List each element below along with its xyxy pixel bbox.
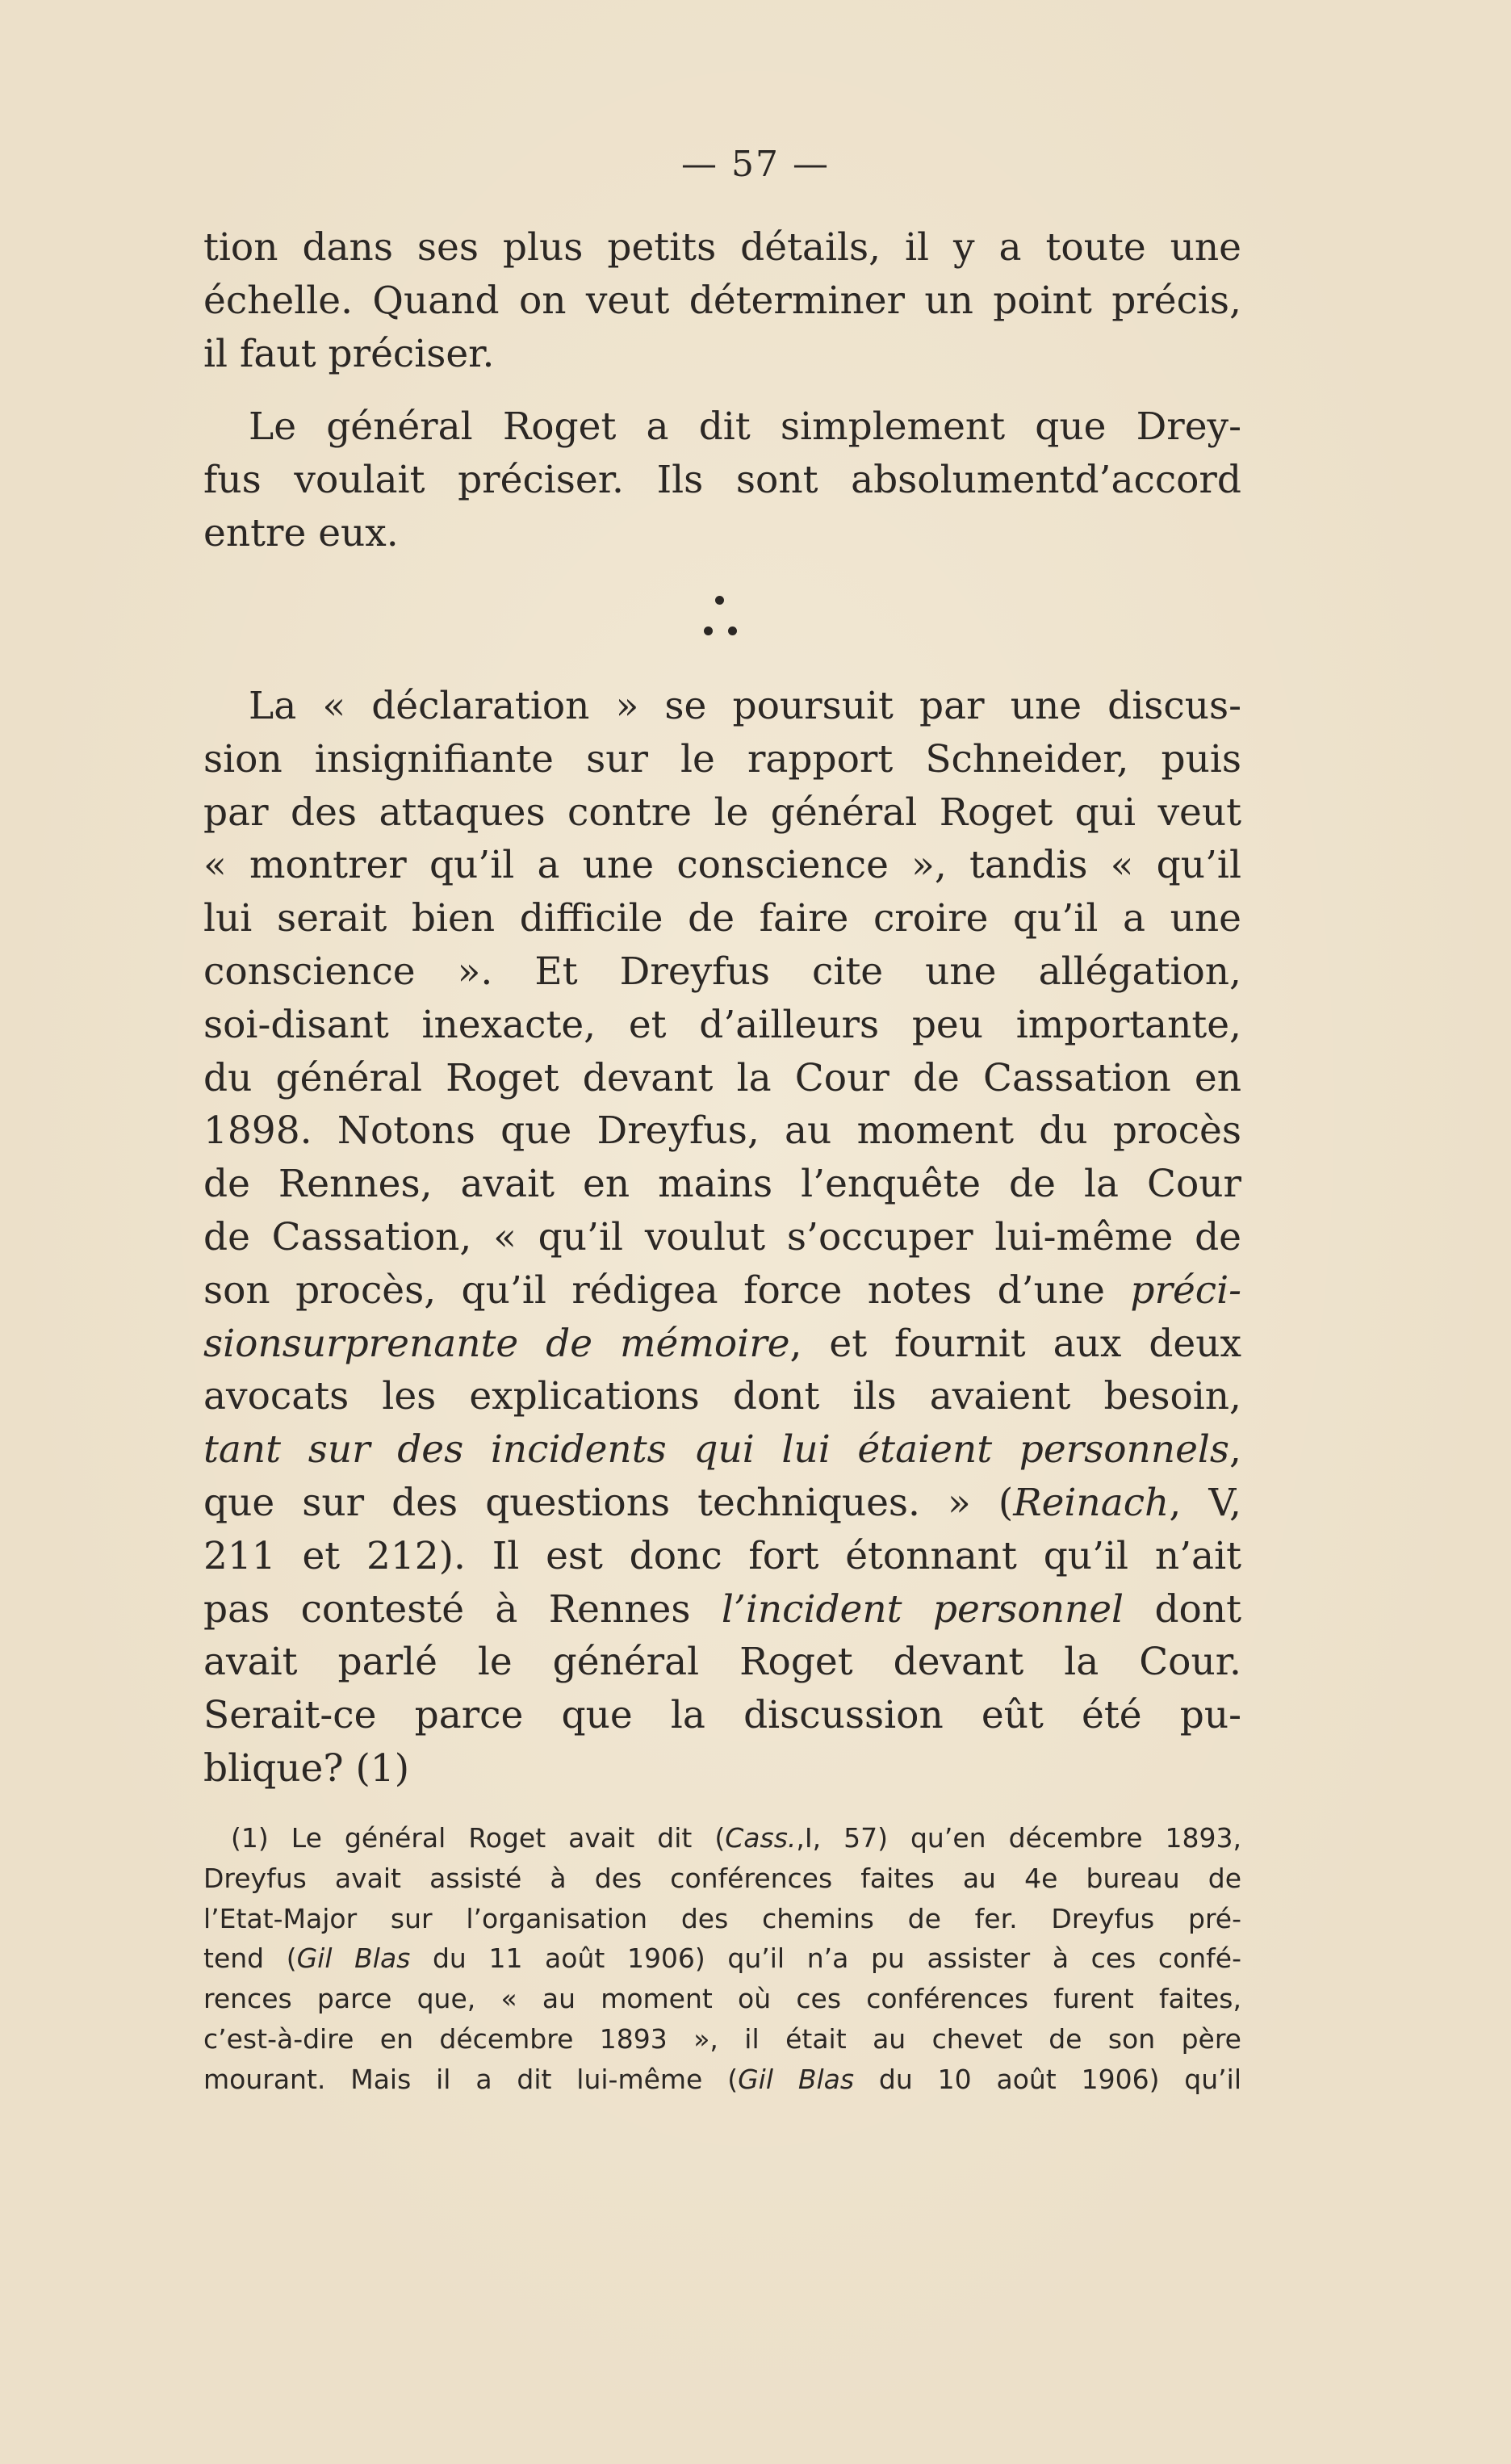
paragraph-2: [203, 400, 1241, 559]
separator-dot: [715, 596, 724, 605]
italic-run: Cass.: [725, 1822, 797, 1854]
text-run: ,: [1229, 1427, 1241, 1473]
text-line: il faut préciser.: [203, 331, 495, 376]
text-line: 211 et 212). Il est donc fort étonnant qu’il n’ait: [203, 1533, 1241, 1578]
text-run: pas contesté à Rennes: [203, 1586, 722, 1632]
italic-run: préci-: [1130, 1268, 1241, 1313]
section-separator: [0, 581, 1511, 654]
text-line: fus voulait préciser. Ils sont absolumentd’accord: [203, 457, 1241, 502]
text-line: de Rennes, avait en mains l’enquête de la Cour: [203, 1162, 1241, 1207]
text-line: tion dans ses plus petits détails, il y a toute une: [203, 225, 1241, 270]
paragraph-1: [203, 221, 1241, 380]
italic-run: sionsurprenante de mémoire: [203, 1321, 790, 1366]
text-run: tend (: [203, 1942, 297, 1975]
text-line: avocats les explications dont ils avaient besoin,: [203, 1374, 1241, 1419]
text-line: soi-disant inexacte, et d’ailleurs peu importante,: [203, 1002, 1241, 1047]
text-line: La « déclaration » se poursuit par une discus-: [249, 684, 1241, 728]
text-line: blique? (1): [203, 1745, 410, 1791]
text-line: sion insignifiante sur le rapport Schneider, puis: [203, 736, 1241, 782]
text-run: son procès, qu’il rédigea force notes d’une: [203, 1268, 1105, 1313]
text-line: entre eux.: [203, 510, 399, 555]
page-number: — 57 —: [681, 144, 830, 185]
footnote-line: rences parce que, « au moment où ces conférences furent faites,: [203, 1983, 1241, 2015]
italic-run: Gil Blas: [738, 2063, 855, 2095]
text-line: 1898. Notons que Dreyfus, au moment du procès: [203, 1108, 1241, 1154]
text-line: « montrer qu’il a une conscience », tandis « qu’il: [203, 843, 1241, 888]
text-run: du 10 août 1906) qu’il: [854, 2063, 1241, 2095]
italic-run: Gil Blas: [296, 1942, 411, 1975]
text-line: de Cassation, « qu’il voulut s’occuper lui-même de: [203, 1214, 1241, 1259]
text-line: échelle. Quand on veut déterminer un point précis,: [203, 278, 1241, 323]
text-run: (1) Le général Roget avait dit (: [231, 1822, 726, 1854]
text-line: Serait-ce parce que la discussion eût été pu-: [203, 1693, 1241, 1738]
footnote-line: [203, 1938, 1241, 1979]
text-line: [203, 1583, 1241, 1636]
text-line: conscience ». Et Dreyfus cite une allégation,: [203, 949, 1241, 994]
text-line: [203, 1318, 1241, 1371]
text-line: par des attaques contre le général Roget qui veut: [203, 790, 1241, 835]
separator-dot: [704, 626, 713, 635]
italic-run: l’incident personnel: [721, 1586, 1124, 1632]
text-line: [203, 1264, 1241, 1318]
paragraph-3: [203, 680, 1241, 1796]
footnote-line: Dreyfus avait assisté à des conférences faites au 4e bureau de: [203, 1862, 1241, 1894]
text-line: Le général Roget a dit simplement que Drey-: [249, 404, 1241, 449]
text-line: avait parlé le général Roget devant la Cour.: [203, 1640, 1241, 1685]
text-line: [203, 1477, 1241, 1530]
footnote-line: [203, 1818, 1241, 1858]
text-run: mourant. Mais il a dit lui-même (: [203, 2063, 739, 2095]
italic-run: Reinach: [1013, 1480, 1170, 1525]
text-run: ,I, 57) qu’en décembre 1893,: [796, 1822, 1242, 1854]
footnote-line: [203, 2060, 1241, 2100]
text-line: du général Roget devant la Cour de Cassation en: [203, 1055, 1241, 1100]
text-line: lui serait bien difficile de faire croire qu’il a une: [203, 896, 1241, 941]
footnote-line: l’Etat-Major sur l’organisation des chemins de fer. Dreyfus pré-: [203, 1902, 1241, 1934]
footnote-line: c’est-à-dire en décembre 1893 », il était au chevet de son père: [203, 2022, 1241, 2055]
text-run: dont: [1124, 1586, 1241, 1632]
text-run: du 11 août 1906) qu’il n’a pu assister à ces confé-: [410, 1942, 1242, 1975]
footnote: [203, 1818, 1241, 2100]
text-line: [203, 1423, 1241, 1477]
separator-dot: [728, 626, 737, 635]
italic-run: tant sur des incidents qui lui étaient personnels: [203, 1427, 1230, 1473]
text-run: , et fournit aux deux: [789, 1321, 1241, 1366]
text-run: , V,: [1169, 1480, 1241, 1525]
text-run: que sur des questions techniques. » (: [203, 1480, 1014, 1525]
